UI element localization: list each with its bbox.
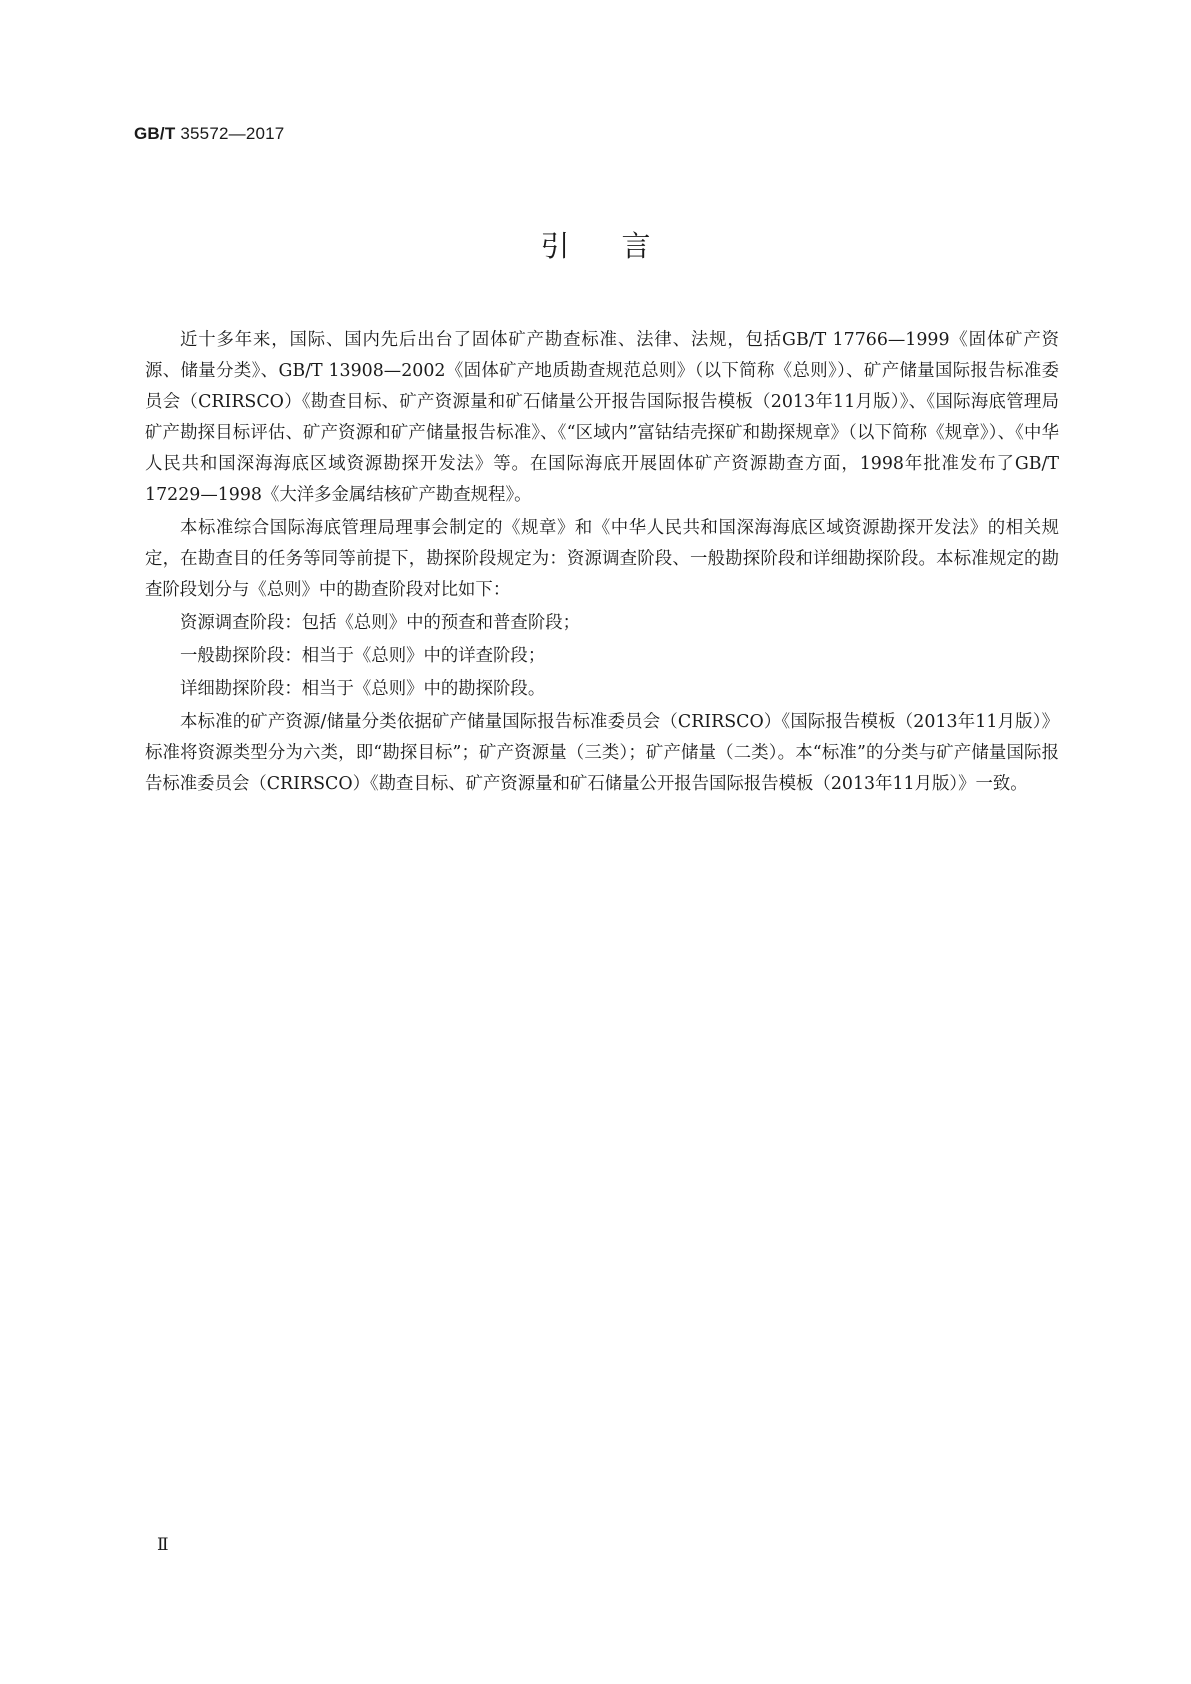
paragraph-6: 本标准的矿产资源/储量分类依据矿产储量国际报告标准委员会（CRIRSCO）《国际报告模板（2013年11月版）》标准将资源类型分为六类，即“勘探目标”；矿产资源量（三类）；矿产储量（二类）。本“标准”的分类与矿产储量国际报告标准委员会（CRIRSCO）《勘查目标、矿产资源量和矿石储量公开报告国际报告模板（2013年11月版）》一致。: [145, 712, 1059, 794]
standard-code-number: 35572—2017: [180, 124, 285, 143]
body-text: [145, 325, 1059, 802]
standard-code: [134, 124, 284, 144]
paragraph-1: 近十多年来，国际、国内先后出台了固体矿产勘查标准、法律、法规，包括GB/T 17766—1999《固体矿产资源、储量分类》、GB/T 13908—2002《固体矿产地质勘查规范总则》（以下简称《总则》）、矿产储量国际报告标准委员会（CRIRSCO）《勘查目标、矿产资源量和矿石储量公开报告国际报告模板（2013年11月版）》、《国际海底管理局矿产勘探目标评估、矿产资源和矿产储量报告标准》、《“区域内”富钴结壳探矿和勘探规章》（以下简称《规章》）、《中华人民共和国深海海底区域资源勘探开发法》等。在国际海底开展固体矿产资源勘查方面，1998年批准发布了GB/T 17229—1998《大洋多金属结核矿产勘查规程》。: [145, 330, 1059, 505]
standard-code-prefix: GB/T: [134, 124, 176, 143]
paragraph-4: 一般勘探阶段：相当于《总则》中的详查阶段；: [180, 646, 546, 666]
paragraph-2: 本标准综合国际海底管理局理事会制定的《规章》和《中华人民共和国深海海底区域资源勘探开发法》的相关规定，在勘查目的任务等同等前提下，勘探阶段规定为：资源调查阶段、一般勘探阶段和详细勘探阶段。本标准规定的勘查阶段划分与《总则》中的勘查阶段对比如下：: [145, 518, 1059, 600]
page-number: Ⅱ: [157, 1535, 169, 1554]
page-title: 引言: [540, 229, 703, 263]
paragraph-3: 资源调查阶段：包括《总则》中的预查和普查阶段；: [180, 613, 580, 633]
paragraph-5: 详细勘探阶段：相当于《总则》中的勘探阶段。: [180, 679, 546, 699]
